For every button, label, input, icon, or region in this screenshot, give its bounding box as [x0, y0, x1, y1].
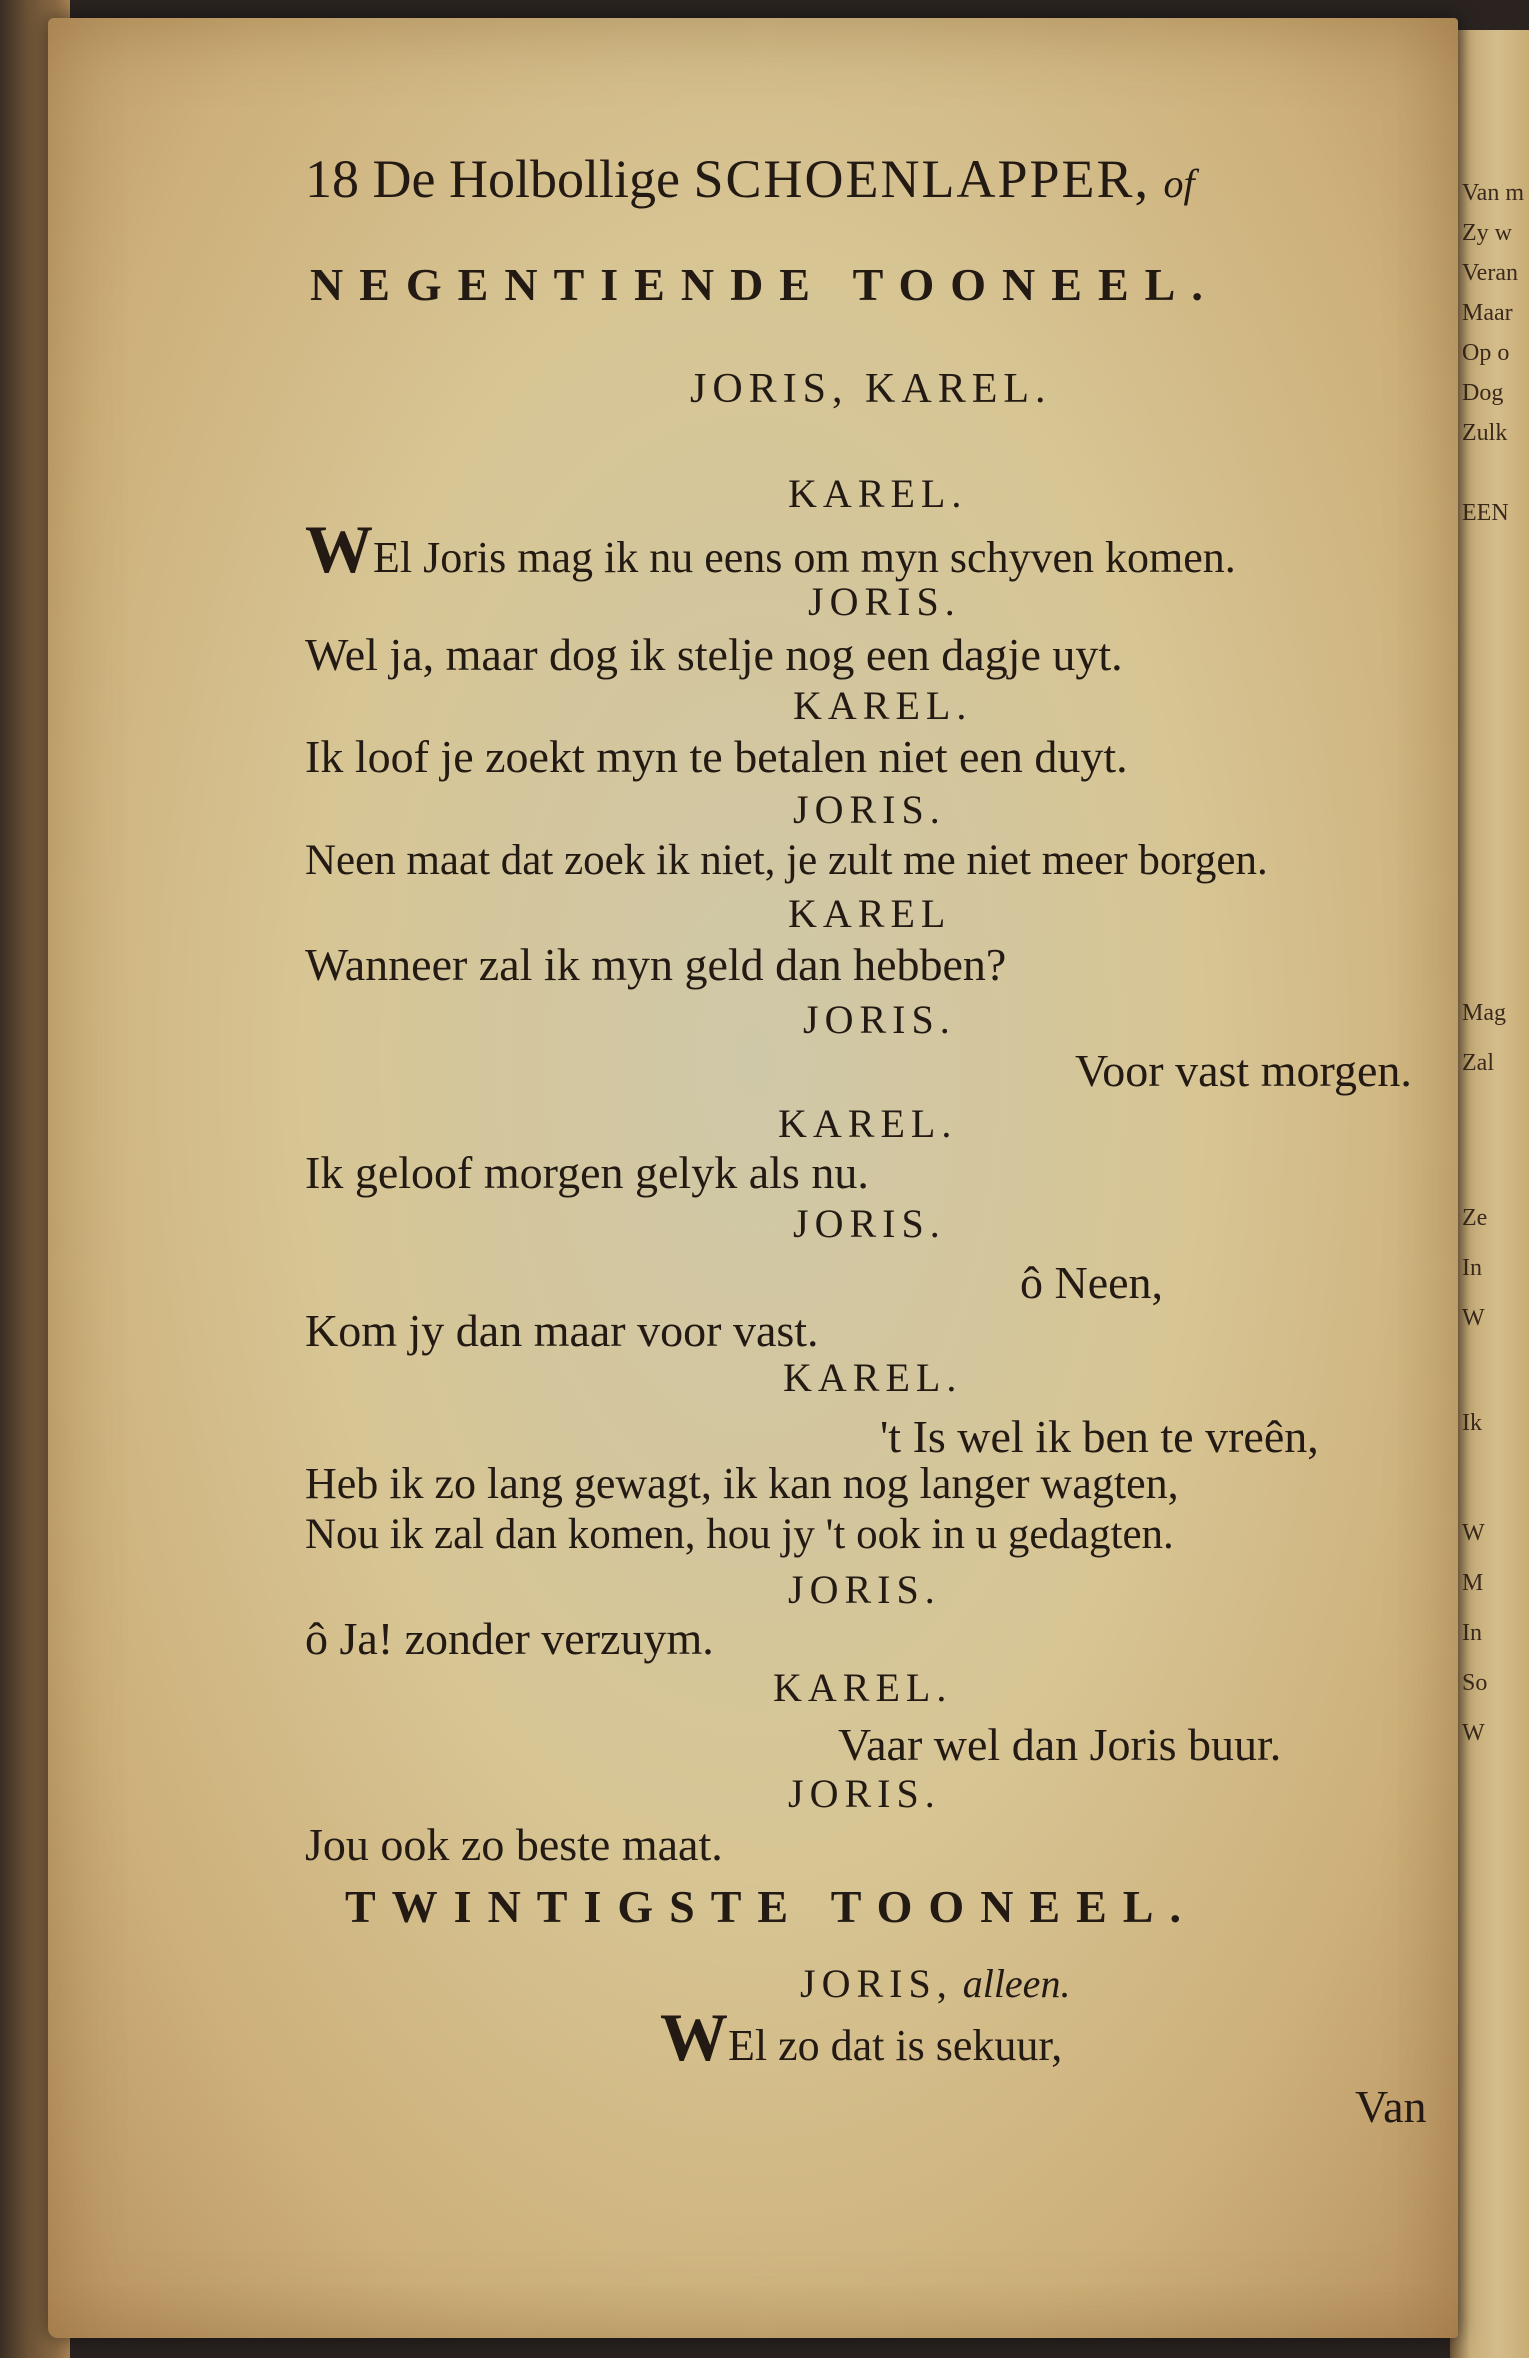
dialogue-line: ô Neen, [1020, 1257, 1164, 1308]
scene-heading: NEGENTIENDE TOONEEL. [310, 259, 1219, 310]
dialogue-line: Voor vast morgen. [1075, 1045, 1412, 1096]
dialogue-line: Neen maat dat zoek ik niet, je zult me niet meer borgen. [305, 837, 1268, 884]
header-title-c: of [1163, 161, 1195, 206]
facing-page-fragment: Veran [1462, 260, 1518, 286]
facing-page-fragment: Zulk [1462, 420, 1508, 446]
dialogue-line: Jou ook zo beste maat. [305, 1819, 723, 1870]
catchword: Van [1355, 2081, 1427, 2132]
speaker-name: JORIS. [788, 1567, 941, 1612]
facing-page-fragment: M [1462, 1570, 1484, 1596]
facing-page-fragment: EEN [1462, 500, 1509, 526]
page-number: 18 [305, 149, 359, 209]
facing-page-fragment: Mag [1462, 1000, 1506, 1026]
facing-page-fragment: So [1462, 1670, 1488, 1696]
facing-page-fragment: Van m [1462, 180, 1524, 206]
stage-direction: alleen. [962, 1961, 1071, 2006]
dialogue-line: Vaar wel dan Joris buur. [838, 1719, 1282, 1770]
header-title-a: De Holbollige [372, 149, 680, 209]
dialogue-line: Heb ik zo lang gewagt, ik kan nog langer wagten, [305, 1459, 1179, 1508]
drop-cap: W [305, 511, 373, 587]
speaker-name: KAREL. [778, 1101, 958, 1146]
dialogue-line [660, 1998, 1062, 2077]
facing-page-fragment: W [1462, 1720, 1485, 1746]
speaker-name: JORIS, [800, 1961, 953, 2006]
dialogue-line: Ik geloof morgen gelyk als nu. [305, 1147, 869, 1198]
facing-page-fragment: In [1462, 1255, 1482, 1281]
drop-cap: W [660, 1999, 728, 2075]
header-title-b: SCHOENLAPPER, [693, 149, 1151, 209]
facing-page-fragment: Op o [1462, 340, 1510, 366]
scene-heading: TWINTIGSTE TOONEEL. [345, 1881, 1197, 1932]
facing-page-fragment: Zal [1462, 1050, 1494, 1076]
facing-page-fragment: Dog [1462, 380, 1504, 406]
dialogue-line: Wel ja, maar dog ik stelje nog een dagje uyt. [305, 629, 1123, 680]
dialogue-line: Wanneer zal ik myn geld dan hebben? [305, 939, 1007, 990]
dialogue-line: 't Is wel ik ben te vreên, [880, 1411, 1319, 1462]
facing-page-edge [1450, 30, 1529, 2358]
running-header [305, 148, 1195, 210]
facing-page-fragment: Ze [1462, 1205, 1488, 1231]
facing-page-fragment: W [1462, 1520, 1485, 1546]
facing-page-fragment: W [1462, 1305, 1485, 1331]
speaker-name: KAREL. [773, 1665, 953, 1710]
facing-page-fragment: Ik [1462, 1410, 1482, 1436]
speaker-name: KAREL [788, 891, 952, 936]
speaker-name: JORIS. [793, 1201, 946, 1246]
speaker-name: JORIS. [788, 1771, 941, 1816]
facing-page-fragment: Zy w [1462, 220, 1512, 246]
speaker-name: KAREL. [793, 683, 973, 728]
speaker-name: JORIS. [808, 579, 961, 624]
dialogue-text: El zo dat is sekuur, [728, 2021, 1063, 2070]
dialogue-line: Nou ik zal dan komen, hou jy 't ook in u gedagten. [305, 1511, 1174, 1558]
dialogue-line [305, 510, 1236, 589]
dialogue-text: El Joris mag ik nu eens om myn schyven komen. [373, 533, 1236, 582]
facing-page-fragment: In [1462, 1620, 1482, 1646]
dialogue-line: Ik loof je zoekt myn te betalen niet een duyt. [305, 731, 1128, 782]
dialogue-line: ô Ja! zonder verzuym. [305, 1613, 714, 1664]
speaker-name: JORIS. [803, 997, 956, 1042]
dialogue-line: Kom jy dan maar voor vast. [305, 1305, 819, 1356]
facing-page-fragment: Maar [1462, 300, 1513, 326]
speaker-name: JORIS. [793, 787, 946, 832]
speaker-name: KAREL. [788, 471, 968, 516]
scene-characters: JORIS, KAREL. [690, 366, 1052, 412]
speaker-name: KAREL. [783, 1355, 963, 1400]
